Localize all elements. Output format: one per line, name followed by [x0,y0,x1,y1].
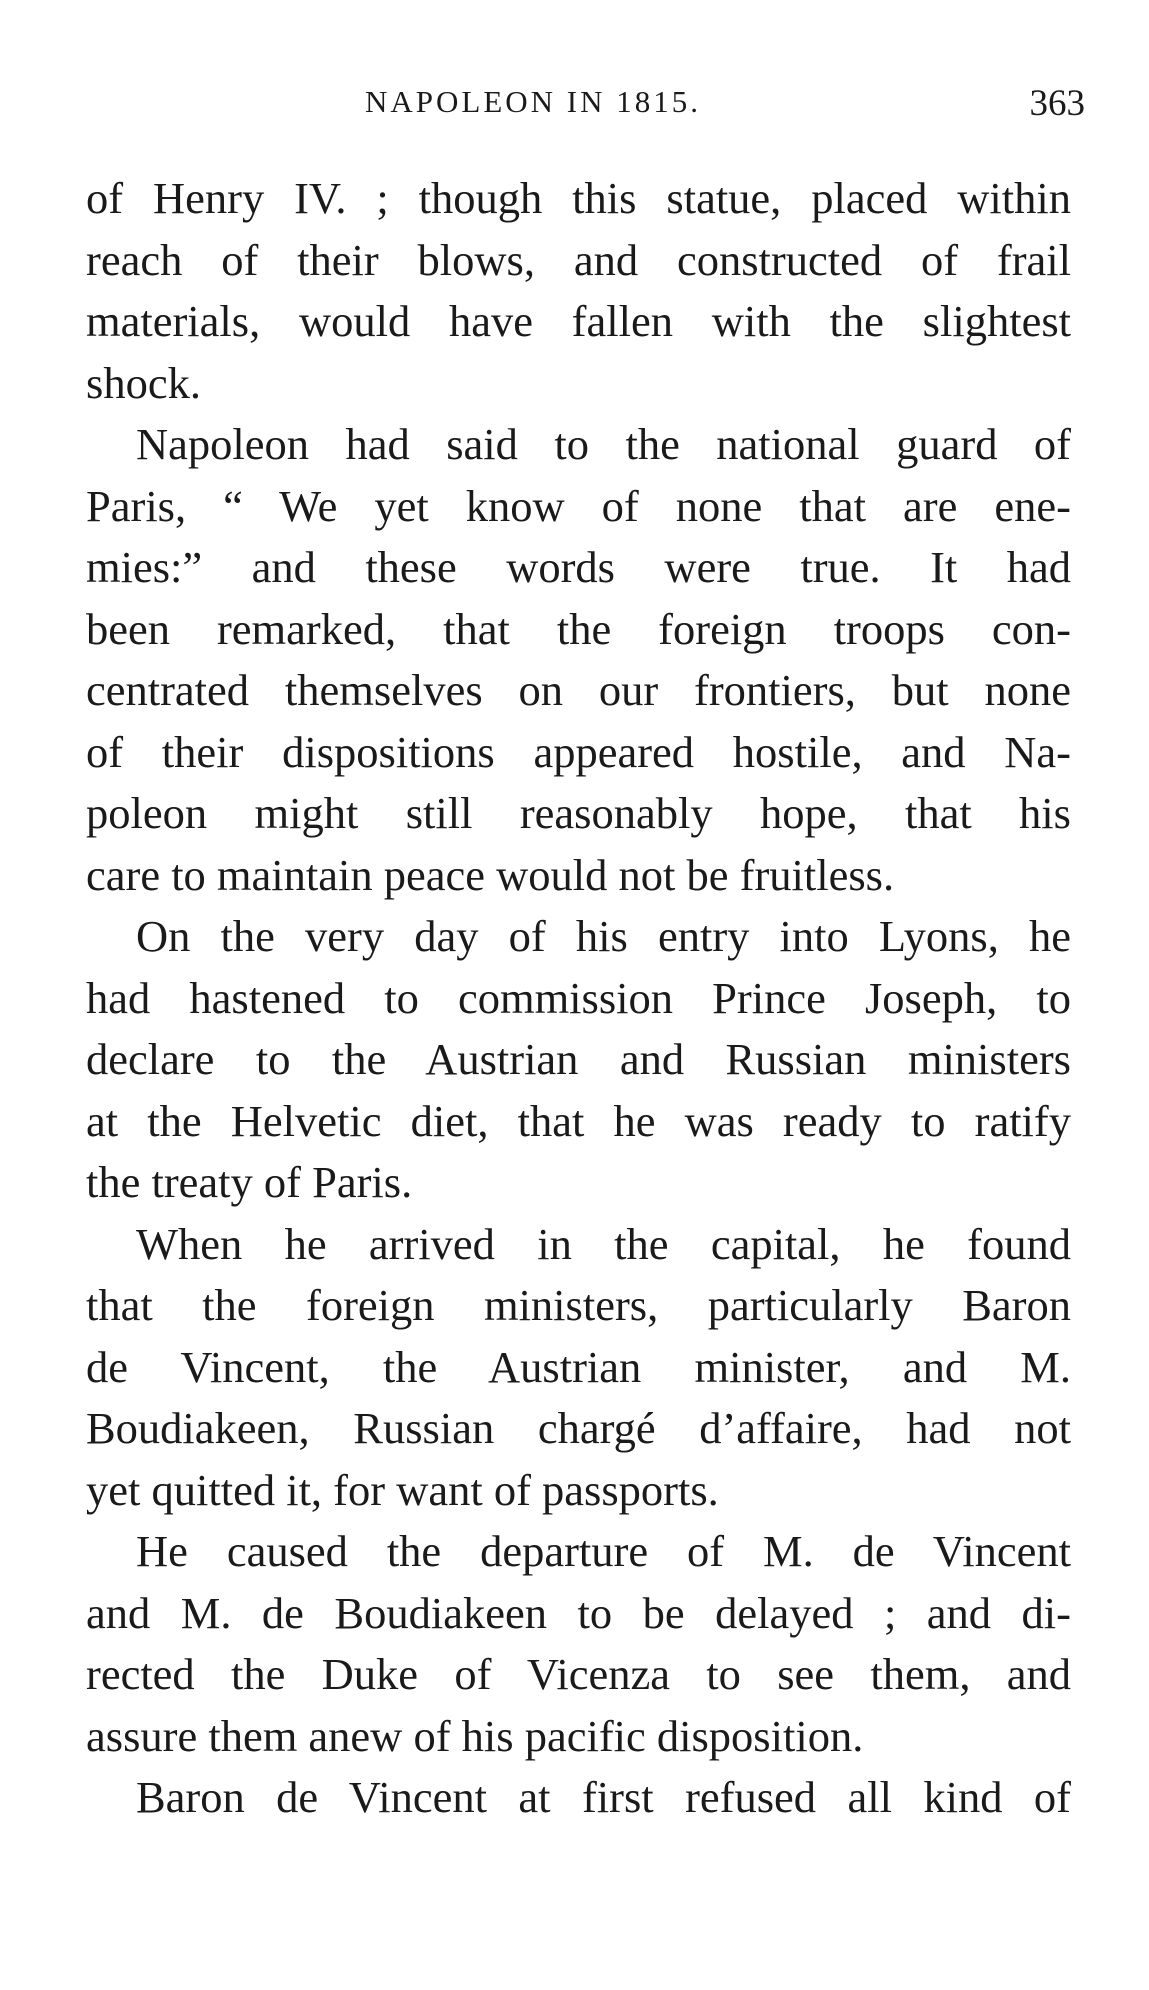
page-number: 363 [1029,83,1085,124]
text-line: Napoleon had said to the national guard of [136,419,1071,469]
text-line: the treaty of Paris. [86,1157,413,1207]
paragraph [86,414,1071,906]
text-line: care to maintain peace would not be fruitless. [86,849,895,900]
text-line: de Vincent, the Austrian minister, and M. [86,1341,1071,1392]
text-line: When he arrived in the capital, he found [136,1218,1071,1269]
text-line: assure them anew of his pacific disposition. [86,1710,864,1761]
text-line: poleon might still reasonably hope, that his [86,788,1071,838]
text-line: that the foreign ministers, particularly Baron [86,1280,1071,1330]
text-line: mies:” and these words were true. It had [86,542,1071,592]
text-line: been remarked, that the foreign troops con- [86,603,1071,654]
paragraph [86,1767,1071,1829]
paragraph [86,1214,1071,1522]
paragraph [86,906,1071,1214]
text-line: Baron de Vincent at first refused all kind of [136,1772,1071,1822]
text-line: and M. de Boudiakeen to be delayed ; and di- [86,1587,1071,1638]
text-line: Paris, “ We yet know of none that are ene- [86,480,1071,531]
paragraph [86,168,1071,414]
text-line: rected the Duke of Vicenza to see them, and [86,1649,1071,1699]
paragraph [86,1521,1071,1767]
text-line: On the very day of his entry into Lyons, he [136,911,1071,961]
text-line: shock. [86,357,201,408]
text-line: of Henry IV. ; though this statue, placed within [86,173,1071,223]
text-line: Boudiakeen, Russian chargé d’affaire, had not [86,1403,1071,1453]
running-head: NAPOLEON IN 1815. [365,84,702,119]
body-text [86,168,1071,1829]
text-line: centrated themselves on our frontiers, but none [86,665,1071,715]
text-line: He caused the departure of M. de Vincent [136,1526,1071,1576]
text-line: declare to the Austrian and Russian ministers [86,1034,1071,1084]
text-line: of their dispositions appeared hostile, and Na- [86,726,1071,777]
text-line: reach of their blows, and constructed of frail [86,234,1071,285]
text-line: materials, would have fallen with the slightest [86,296,1071,346]
text-line: had hastened to commission Prince Joseph, to [86,972,1071,1023]
page-header [95,84,1085,134]
text-line: yet quitted it, for want of passports. [86,1464,719,1515]
text-line: at the Helvetic diet, that he was ready to ratify [86,1095,1071,1146]
